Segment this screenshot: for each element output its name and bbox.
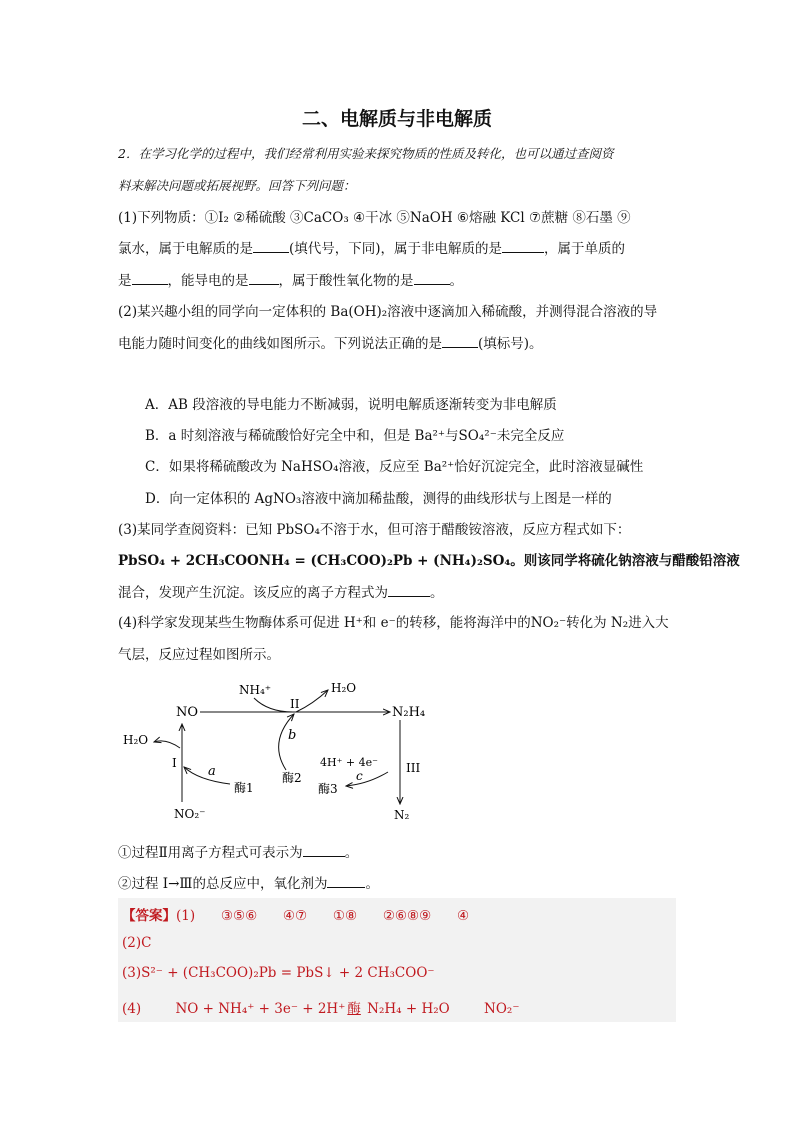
answer-blank[interactable] — [303, 842, 345, 857]
q3-text-a: 混合，发现产生沉淀。该反应的离子方程式为 — [118, 585, 388, 601]
arrow-a — [184, 767, 230, 784]
answer-blank[interactable] — [502, 238, 544, 253]
q3-line-3 — [118, 582, 678, 603]
q4-line-2: 气层，反应过程如图所示。 — [118, 647, 280, 663]
q1-text-a: 氯水，属于电解质的是 — [118, 241, 253, 257]
answer-row-1 — [122, 904, 469, 924]
arrow-h2o-left — [154, 741, 180, 748]
label-enzyme2: 酶2 — [282, 771, 302, 785]
answer-blank[interactable] — [327, 873, 365, 888]
q2-line-1: (2)某兴趣小组的同学向一定体积的 Ba(OH)₂溶液中逐滴加入稀硫酸，并测得混合溶液的导 — [118, 304, 658, 320]
label-h-e: 4H⁺ + 4e⁻ — [320, 756, 378, 769]
q1-line-2 — [118, 238, 678, 259]
answer-row-3: (3)S²⁻ + (CH₃COO)₂Pb = PbS↓ + 2 CH₃COO⁻ — [122, 965, 435, 981]
intro-line-1: 2．在学习化学的过程中，我们经常利用实验来探究物质的性质及转化，也可以通过查阅资 — [118, 146, 614, 161]
q2-text-b: (填标号)。 — [478, 336, 543, 352]
arrow-h2o-out — [296, 690, 328, 712]
arrow-c — [346, 772, 388, 786]
q4-line-1: (4)科学家发现某些生物酶体系可促进 H⁺和 e⁻的转移，能将海洋中的NO₂⁻转化为 N₂进入大 — [118, 615, 669, 631]
q1-text-d: 是 — [118, 273, 132, 289]
answer-tag: 【答案】 — [122, 908, 176, 924]
label-c: c — [356, 769, 363, 783]
label-h2o-top: H₂O — [331, 681, 357, 695]
q3-text-b: 。 — [430, 585, 444, 601]
label-no2: NO₂⁻ — [174, 807, 206, 821]
q4-sub2-end: 。 — [365, 876, 379, 892]
answer-row-2: (2)C — [122, 935, 152, 951]
q1-text-e: ，能导电的是 — [167, 273, 249, 289]
label-iii: III — [406, 761, 421, 775]
q2-option-d: D．向一定体积的 AgNO₃溶液中滴加稀盐酸，测得的曲线形状与上图是一样的 — [145, 491, 612, 507]
q4-sub-1 — [118, 842, 678, 863]
q1-text-f: ，属于酸性氧化物的是 — [278, 273, 414, 289]
label-a: a — [208, 764, 216, 779]
q2-line-2 — [118, 333, 678, 354]
label-n2: N₂ — [394, 808, 410, 822]
q2-option-c: C．如果将稀硫酸改为 NaHSO₄溶液，反应至 Ba²⁺恰好沉淀完全，此时溶液显碱性 — [145, 459, 644, 475]
answer-row-4 — [122, 997, 519, 1017]
q3-line-1: (3)某同学查阅资料：已知 PbSO₄不溶于水，但可溶于醋酸铵溶液，反应方程式如下： — [118, 522, 631, 538]
label-enzyme1: 酶1 — [234, 781, 254, 795]
label-h2o-left: H₂O — [123, 733, 149, 747]
answer-blank[interactable] — [249, 270, 279, 285]
q1-text-b: (填代号，下同)，属于非电解质的是 — [289, 241, 503, 257]
arrow-nh4-in — [254, 698, 293, 712]
label-i: I — [172, 756, 177, 770]
answer-blank[interactable] — [388, 582, 430, 597]
q2-option-b: B．a 时刻溶液与稀硫酸恰好完全中和，但是 Ba²⁺与SO₄²⁻未完全反应 — [145, 428, 565, 444]
answer-4-enzyme: 酶 — [347, 1001, 361, 1017]
q4-sub2-text: ②过程 Ⅰ→Ⅲ的总反应中，氧化剂为 — [118, 876, 328, 892]
intro-line-2: 料来解决问题或拓展视野。回答下列问题： — [118, 178, 356, 193]
answer-blank[interactable] — [132, 270, 168, 285]
section-title: 二、电解质与非电解质 — [301, 108, 492, 130]
reaction-diagram — [118, 672, 438, 832]
label-ii: II — [290, 697, 300, 711]
answer-1: (1) ③⑤⑥ ④⑦ ①⑧ ②⑥⑧⑨ ④ — [176, 908, 470, 924]
answer-blank[interactable] — [253, 238, 289, 253]
label-no: NO — [176, 705, 199, 720]
q4-sub1-end: 。 — [344, 845, 359, 861]
q1-line-3 — [118, 270, 678, 291]
label-b: b — [288, 728, 297, 743]
answer-4a: (4) NO + NH₄⁺ + 3e⁻ + 2H⁺ — [122, 1001, 346, 1017]
q4-sub1-text: ①过程Ⅱ用离子方程式可表示为 — [118, 845, 303, 861]
answer-blank[interactable] — [442, 333, 478, 348]
q1-text-g: 。 — [449, 273, 463, 289]
q1-text-c: ，属于单质的 — [544, 241, 626, 257]
label-n2h4: N₂H₄ — [392, 705, 426, 720]
label-enzyme3: 酶3 — [318, 782, 338, 796]
q3-line-2: PbSO₄ + 2CH₃COONH₄ = (CH₃COO)₂Pb + (NH₄)₂SO₄。则该同学将硫化钠溶液与醋酸铅溶液 — [118, 553, 740, 569]
q2-text-a: 电能力随时间变化的曲线如图所示。下列说法正确的是 — [118, 336, 442, 352]
answer-4c: N₂H₄ + H₂O NO₂⁻ — [362, 1001, 520, 1017]
label-nh4: NH₄⁺ — [239, 683, 272, 697]
q4-sub-2 — [118, 873, 678, 894]
q2-option-a: A．AB 段溶液的导电能力不断减弱，说明电解质逐渐转变为非电解质 — [145, 397, 557, 413]
answer-blank[interactable] — [414, 270, 450, 285]
q1-line-1: (1)下列物质：①I₂ ②稀硫酸 ③CaCO₃ ④干冰 ⑤NaOH ⑥熔融 KCl ⑦蔗糖 ⑧石墨 ⑨ — [118, 210, 631, 226]
